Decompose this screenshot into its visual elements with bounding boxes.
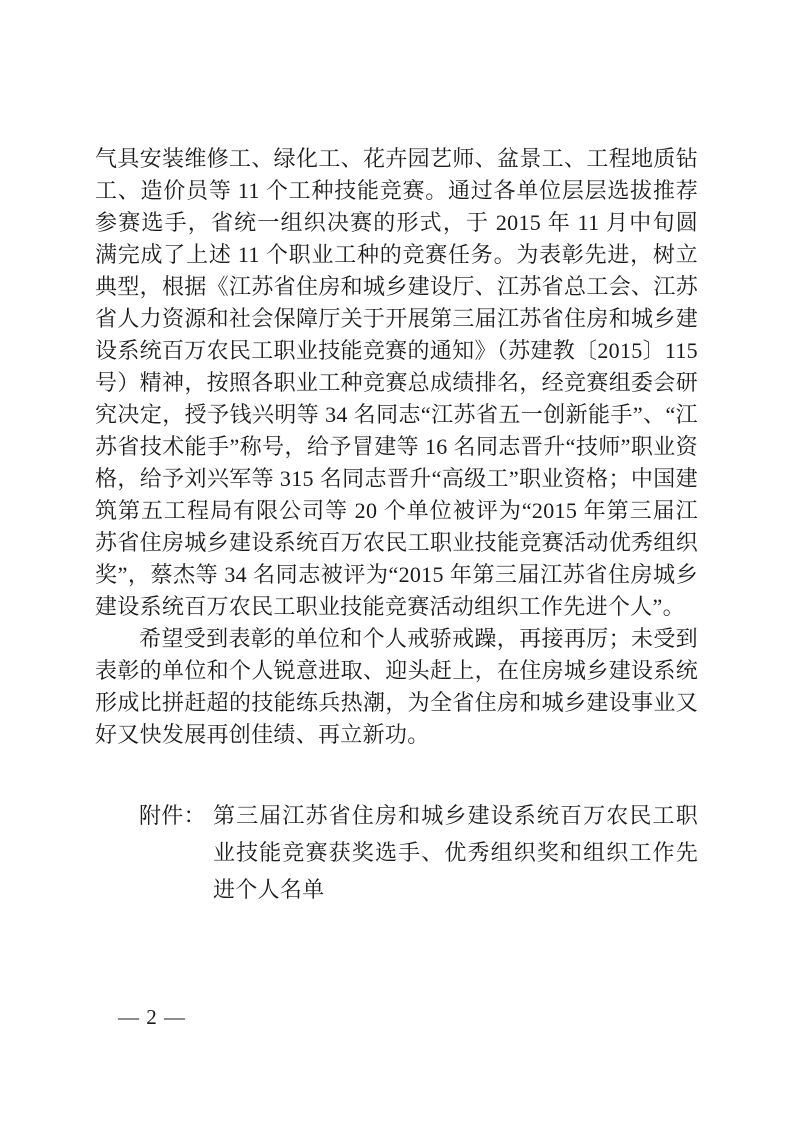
body-paragraph-continued: 气具安装维修工、绿化工、花卉园艺师、盆景工、工程地质钻工、造价员等 11 个工种技能竞赛。通过各单位层层选拔推荐参赛选手，省统一组织决赛的形式，于 2015 年 11 月中旬圆满完成了上述 11 个职业工种的竞赛任务。为表彰先进，树立典型，根据《江苏省住房和城乡建设厅、江苏省总工会、江苏省人力资源和社会保障厅关于开展第三届江苏省住房和城乡建设系统百万农民工职业技能竞赛的通知》（苏建教〔2015〕115 号）精神，按照各职业工种竞赛总成绩排名，经竞赛组委会研究决定，授予钱兴明等 34 名同志“江苏省五一创新能手”、“江苏省技术能手”称号，给予冒建等 16 名同志晋升“技师”职业资格，给予刘兴军等 315 名同志晋升“高级工”职业资格；中国建筑第五工程局有限公司等 20 个单位被评为“2015 年第三届江苏省住房城乡建设系统百万农民工职业技能竞赛活动优秀组织奖”，蔡杰等 34 名同志被评为“2015 年第三届江苏省住房城乡建设系统百万农民工职业技能竞赛活动组织工作先进个人”。: [95, 146, 698, 619]
attachment-note: [139, 797, 698, 908]
page-footer: [118, 1005, 186, 1030]
page-number: — 2 —: [118, 1005, 186, 1029]
attachment-title: 第三届江苏省住房和城乡建设系统百万农民工职业技能竞赛获奖选手、优秀组织奖和组织工作先进个人名单: [213, 803, 698, 902]
body-paragraph-closing: 希望受到表彰的单位和个人戒骄戒躁，再接再厉；未受到表彰的单位和个人锐意进取、迎头赶上，在住房城乡建设系统形成比拼赶超的技能练兵热潮，为全省住房和城乡建设事业又好又快发展再创佳绩、再立新功。: [95, 626, 698, 747]
document-body: [95, 143, 698, 908]
attachment-label: 附件：: [139, 803, 206, 828]
